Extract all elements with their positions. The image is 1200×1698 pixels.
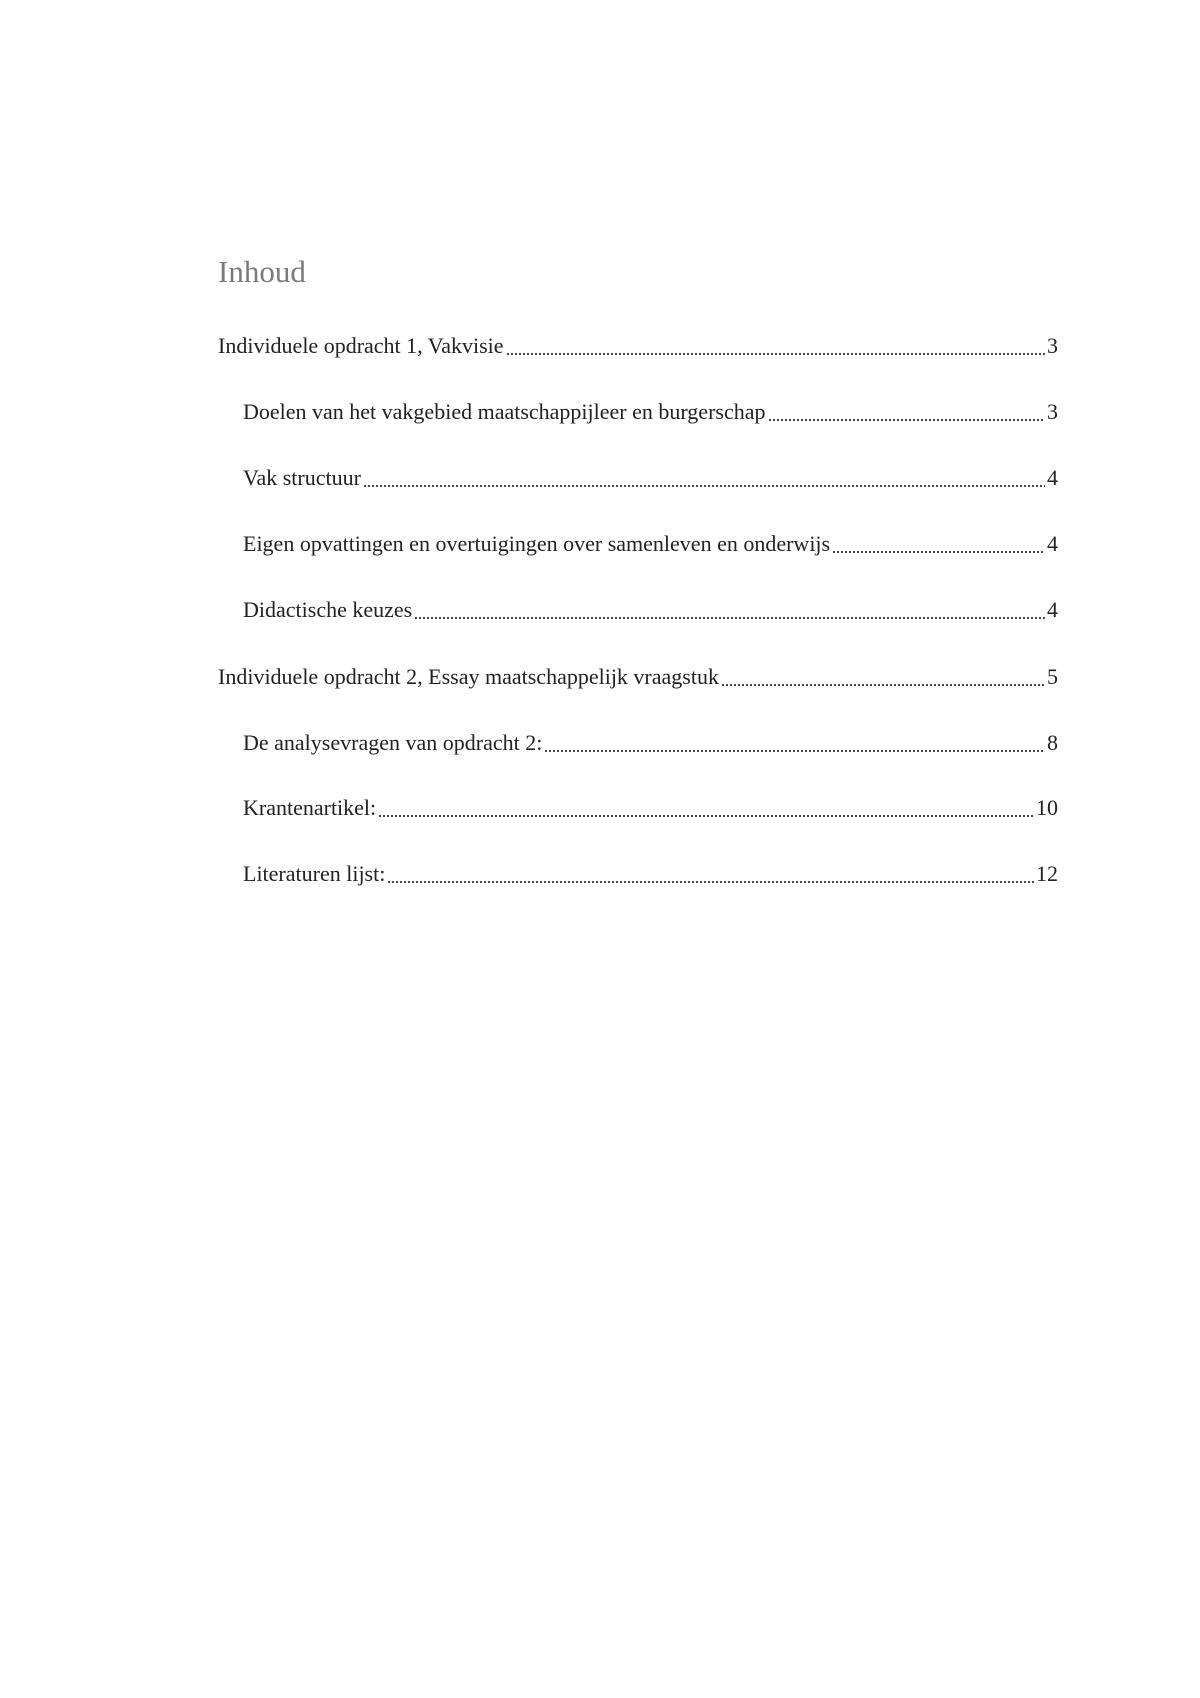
toc-entry-literaturen-lijst[interactable] [243, 859, 1058, 889]
toc-entry-title: De analysevragen van opdracht 2: [243, 730, 543, 755]
toc-entry-page-number: 5 [1047, 664, 1058, 689]
toc-heading: Inhoud [218, 254, 306, 289]
toc-entry-doelen[interactable] [243, 397, 1058, 427]
toc-entry-opdracht-1[interactable] [218, 331, 1058, 361]
toc-entry-page-number: 8 [1047, 730, 1058, 755]
toc-entry-krantenartikel[interactable] [243, 793, 1058, 823]
toc-entry-title: Didactische keuzes [243, 597, 413, 622]
dot-leader [768, 397, 1046, 427]
dot-leader [506, 331, 1045, 361]
dot-leader [387, 859, 1034, 889]
toc-entry-title: Literaturen lijst: [243, 861, 386, 886]
dot-leader [721, 662, 1045, 692]
toc-entry-analysevragen[interactable] [243, 728, 1058, 758]
toc-entry-title: Krantenartikel: [243, 795, 377, 820]
toc-entry-didactische-keuzes[interactable] [243, 595, 1058, 625]
toc-entry-page-number: 12 [1036, 861, 1058, 886]
dot-leader [414, 595, 1045, 625]
dot-leader [363, 463, 1045, 493]
toc-entry-page-number: 4 [1047, 597, 1058, 622]
toc-entry-title: Doelen van het vakgebied maatschappijleer en burgerschap [243, 399, 766, 424]
toc-entry-page-number: 3 [1047, 399, 1058, 424]
toc-entry-title: Individuele opdracht 2, Essay maatschappelijk vraagstuk [218, 664, 719, 689]
toc-entry-title: Vak structuur [243, 465, 361, 490]
dot-leader [832, 529, 1045, 559]
toc-entry-title: Eigen opvattingen en overtuigingen over samenleven en onderwijs [243, 531, 831, 556]
toc-entry-vak-structuur[interactable] [243, 463, 1058, 493]
toc-entry-title: Individuele opdracht 1, Vakvisie [218, 333, 504, 358]
dot-leader [544, 728, 1045, 758]
toc-entry-opdracht-2[interactable] [218, 662, 1058, 692]
dot-leader [378, 793, 1034, 823]
toc-entry-page-number: 3 [1047, 333, 1058, 358]
toc-entry-eigen-opvattingen[interactable] [243, 529, 1058, 559]
toc-entry-page-number: 4 [1047, 465, 1058, 490]
toc-entry-page-number: 10 [1036, 795, 1058, 820]
toc-entry-page-number: 4 [1047, 531, 1058, 556]
